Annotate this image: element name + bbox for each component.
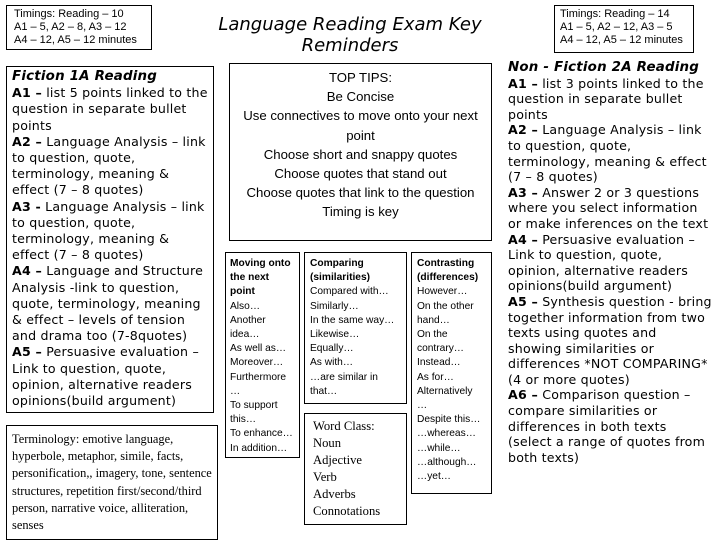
timing-left-line: A4 – 12, A5 – 12 minutes: [14, 34, 137, 46]
connective-item: Equally…: [310, 343, 354, 355]
word-class-item: Noun: [313, 436, 341, 450]
fiction-item: A4 – Language and Structure Analysis -link to question, quote, terminology, meaning & effect – levels of tension and drama too (7-8quotes): [12, 263, 204, 344]
fiction-item: A5 – Persuasive evaluation – Link to question, quote, opinion, alternative readers opinions(build argument): [12, 344, 199, 409]
top-tips-box: [229, 63, 492, 241]
word-class-item: Adjective: [313, 453, 362, 467]
word-class-box: [304, 413, 407, 525]
timing-right-line: Timings: Reading – 14: [560, 8, 670, 20]
connective-item: In the same way…: [310, 314, 395, 326]
connective-item: As for…: [417, 371, 454, 383]
fiction-heading: Fiction 1A Reading: [12, 69, 158, 84]
nonfiction-item: A2 – Language Analysis – link to question, quote, terminology, meaning & effect (7 – 8 quotes): [508, 122, 707, 185]
connective-item: Alternatively …: [417, 385, 473, 412]
nonfiction-heading: Non - Fiction 2A Reading: [508, 60, 700, 75]
nonfiction-section: [508, 60, 714, 520]
terminology-box: [6, 425, 218, 540]
fiction-item: A1 – list 5 points linked to the question in separate bullet points: [12, 85, 208, 133]
connective-item: To enhance…: [230, 428, 293, 440]
timing-left-line: A1 – 5, A2 – 8, A3 – 12: [14, 21, 127, 33]
connective-item: …although…: [417, 456, 477, 468]
connective-item: On the contrary…: [417, 329, 464, 355]
connective-item: Compared with…: [310, 286, 389, 298]
connective-item: …whereas…: [417, 428, 476, 440]
connective-item: However…: [417, 286, 468, 298]
comparing-box: [304, 252, 407, 404]
connective-item: …are similar in that…: [310, 371, 378, 397]
connective-item: On the other hand…: [417, 300, 474, 326]
connective-item: In addition…: [230, 442, 288, 454]
connective-item: Another idea…: [230, 314, 266, 341]
tip-item: Choose quotes that stand out: [274, 166, 447, 182]
connective-item: As well as…: [230, 343, 287, 355]
comparing-heading: Comparing (similarities): [310, 258, 371, 284]
word-class-item: Connotations: [313, 504, 381, 518]
connective-item: Similarly…: [310, 300, 359, 312]
nonfiction-item: A6 – Comparison question – compare similarities or differences in both texts (select a range of quotes from both texts): [508, 387, 706, 465]
nonfiction-item: A5 – Synthesis question - bring together information from two texts using quotes and showing similarities or differences *NOT COMPARING* (4 or more quotes): [508, 293, 712, 387]
connective-item: Also…: [230, 300, 261, 312]
fiction-section: [6, 66, 214, 413]
timing-right-line: A1 – 5, A2 – 12, A3 – 5: [560, 21, 673, 33]
terminology-text: Terminology: emotive language, hyperbole, metaphor, simile, facts, personification,, imagery, tone, sentence structures, repetition first/second/third person, narrative voice, alliteration, senses: [12, 432, 212, 533]
connective-item: To support this…: [230, 400, 278, 426]
tip-item: Timing is key: [322, 204, 399, 220]
tip-item: Choose short and snappy quotes: [263, 146, 458, 162]
page-title: Language Reading Exam Key Reminders: [218, 14, 482, 56]
timing-right-line: A4 – 12, A5 – 12 minutes: [560, 34, 683, 46]
connective-item: …yet…: [417, 471, 451, 483]
tip-heading: TOP TIPS:: [328, 70, 393, 85]
nonfiction-item: A3 – Answer 2 or 3 questions where you select information or make inferences on the text: [508, 184, 709, 231]
contrasting-box: [411, 252, 492, 494]
connective-item: …while…: [417, 442, 461, 454]
word-class-item: Adverbs: [313, 487, 356, 501]
connective-item: Instead…: [417, 357, 461, 369]
connective-item: Moreover…: [230, 357, 284, 369]
timing-left-line: Timings: Reading – 10: [14, 8, 124, 20]
connective-item: Despite this…: [417, 414, 481, 426]
contrasting-heading: Contrasting (differences): [417, 258, 479, 284]
tip-item: Be Concise: [326, 89, 395, 105]
connective-item: Likewise…: [310, 329, 360, 341]
timings-right-box: [554, 5, 694, 53]
fiction-item: A3 - Language Analysis – link to question, quote, terminology, meaning & effect (7 – 8 quotes): [12, 198, 205, 263]
word-class-heading: Word Class:: [313, 419, 375, 433]
word-class-item: Verb: [313, 470, 337, 484]
connective-item: Furthermore …: [230, 371, 287, 397]
connective-item: As with…: [310, 357, 354, 369]
timings-left-box: [6, 5, 152, 50]
moving-onto-box: [225, 252, 300, 458]
tip-item: Use connectives to move onto your next point: [243, 108, 478, 143]
fiction-item: A2 – Language Analysis – link to question, quote, terminology, meaning & effect (7 – 8 quotes): [12, 133, 206, 198]
moving-onto-heading: Moving onto the next point: [230, 258, 291, 298]
nonfiction-item: A4 – Persuasive evaluation – Link to question, quote, opinion, alternative readers opinions(build argument): [508, 231, 695, 294]
nonfiction-item: A1 – list 3 points linked to the question in separate bullet points: [508, 75, 704, 122]
tip-item: Choose quotes that link to the question: [246, 185, 475, 201]
